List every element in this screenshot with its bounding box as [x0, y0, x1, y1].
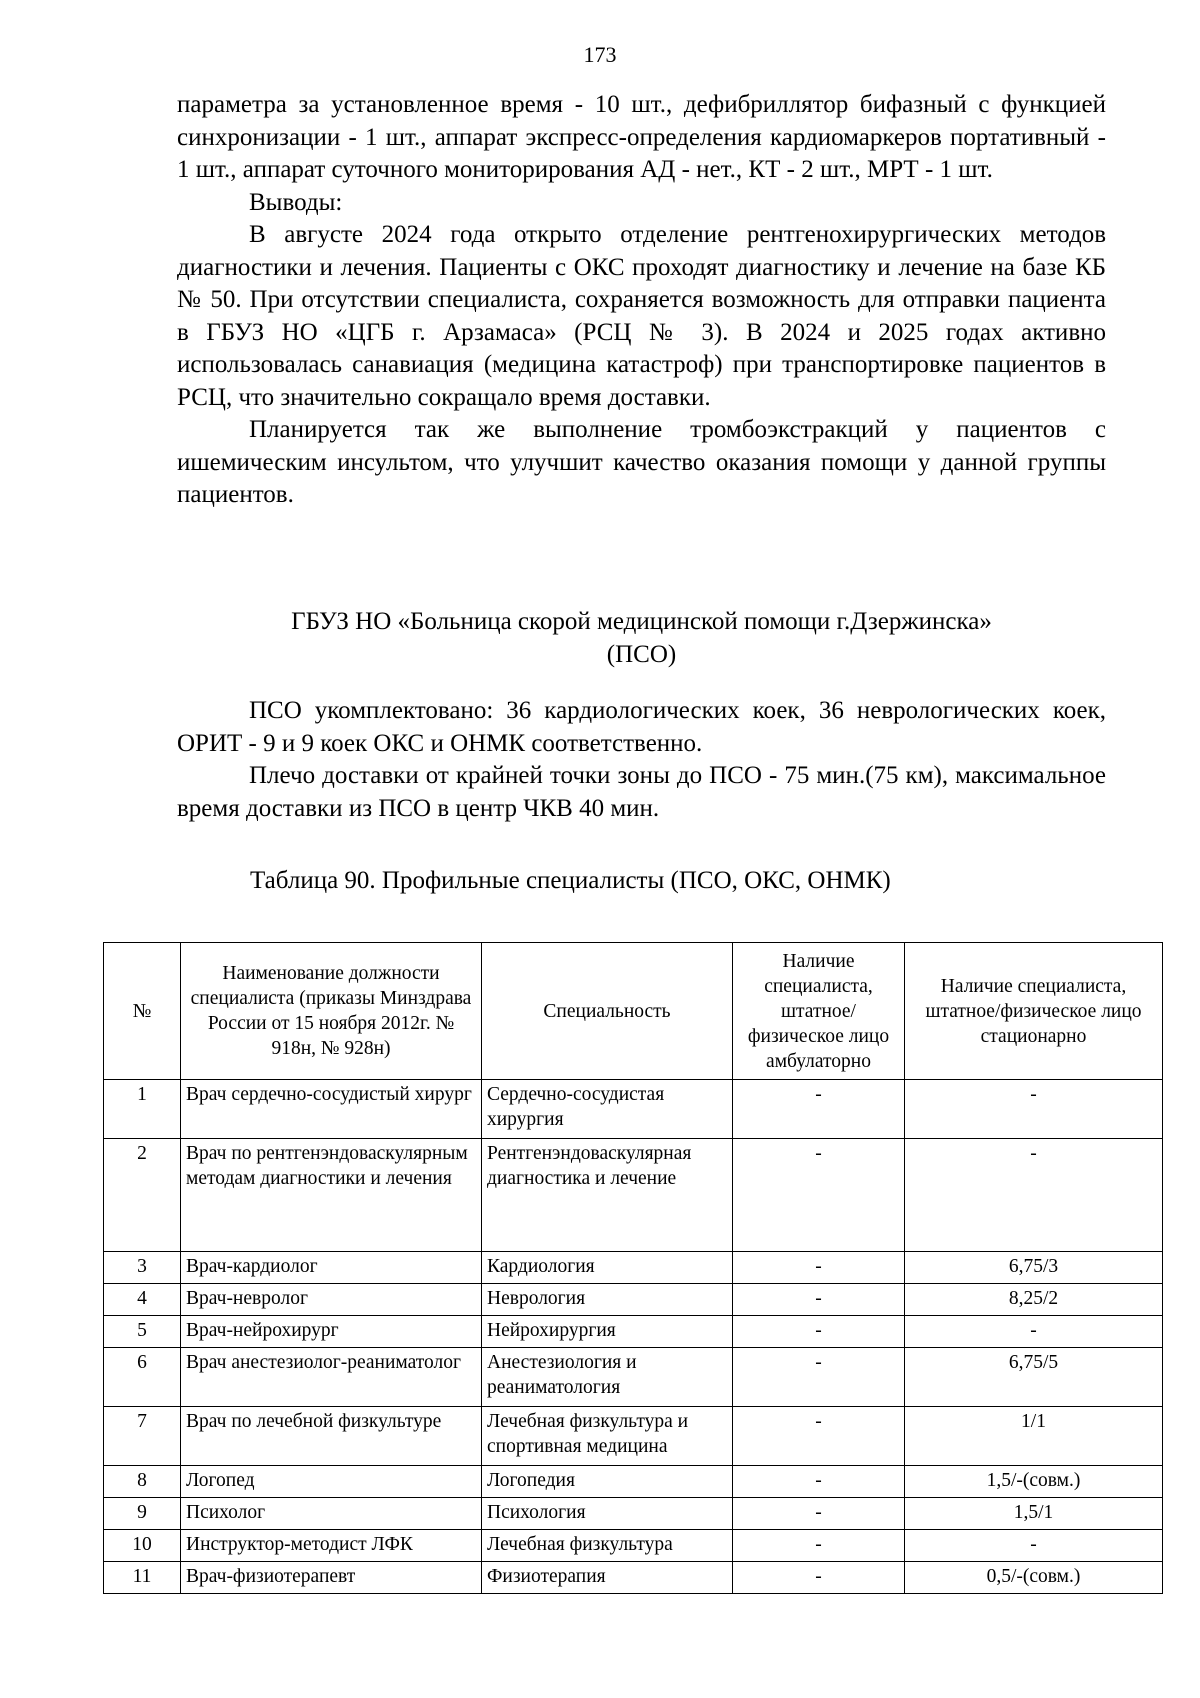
- row-position: Психолог: [181, 1498, 482, 1530]
- row-outpatient: -: [733, 1080, 905, 1139]
- row-position: Врач-физиотерапевт: [181, 1562, 482, 1594]
- table-row: [104, 1530, 1163, 1562]
- row-position: Врач-невролог: [181, 1284, 482, 1316]
- row-position: Врач по лечебной физкультуре: [181, 1407, 482, 1466]
- row-specialty: Лечебная физкультура: [482, 1530, 733, 1562]
- row-specialty: Физиотерапия: [482, 1562, 733, 1594]
- row-specialty: Лечебная физкультура и спортивная медицина: [482, 1407, 733, 1466]
- section-title: ГБУЗ НО «Больница скорой медицинской помощи г.Дзержинска»: [291, 608, 992, 635]
- row-inpatient: -: [905, 1139, 1163, 1252]
- row-outpatient: -: [733, 1139, 905, 1252]
- row-outpatient: -: [733, 1498, 905, 1530]
- conclusions-paragraph: В августе 2024 года открыто отделение рентгенохирургических методов диагностики и лечения. Пациенты с ОКС проходят диагностику и лечение на базе КБ № 50. При отсутствии специалиста, сохраняется возможность для отправки пациента в ГБУЗ НО «ЦГБ г. Арзамаса» (РСЦ № 3). В 2024 и 2025 годах активно использовалась санавиация (медицина катастроф) при транспортировке пациентов в РСЦ, что значительно сокращало время доставки.: [177, 221, 1106, 411]
- header-outpatient: Наличие специалиста, штатное/физическое лицо амбулаторно: [733, 943, 905, 1080]
- row-outpatient: -: [733, 1562, 905, 1594]
- table-row: [104, 1562, 1163, 1594]
- row-outpatient: -: [733, 1530, 905, 1562]
- row-number: 7: [104, 1407, 181, 1466]
- table-row: [104, 1139, 1163, 1252]
- row-position: Врач анестезиолог-реаниматолог: [181, 1348, 482, 1407]
- row-position: Врач сердечно-сосудистый хирург: [181, 1080, 482, 1139]
- section-heading: [177, 605, 1106, 671]
- row-specialty: Неврология: [482, 1284, 733, 1316]
- row-outpatient: -: [733, 1466, 905, 1498]
- table-row: [104, 1466, 1163, 1498]
- row-number: 2: [104, 1139, 181, 1252]
- intro-text: [177, 89, 1106, 512]
- row-inpatient: -: [905, 1316, 1163, 1348]
- row-position: Врач-нейрохирург: [181, 1316, 482, 1348]
- section-subtitle: (ПСО): [606, 641, 677, 668]
- section-text: [177, 695, 1106, 825]
- delivery-paragraph: Плечо доставки от крайней точки зоны до ПСО - 75 мин.(75 км), максимальное время доставки из ПСО в центр ЧКВ 40 мин.: [177, 762, 1106, 822]
- row-specialty: Логопедия: [482, 1466, 733, 1498]
- header-inpatient: Наличие специалиста, штатное/физическое лицо стационарно: [905, 943, 1163, 1080]
- row-specialty: Нейрохирургия: [482, 1316, 733, 1348]
- table-row: [104, 1284, 1163, 1316]
- row-outpatient: -: [733, 1407, 905, 1466]
- header-specialty: Специальность: [482, 943, 733, 1080]
- row-specialty: Рентгенэндоваскулярная диагностика и лечение: [482, 1139, 733, 1252]
- row-inpatient: 0,5/-(совм.): [905, 1562, 1163, 1594]
- table-row: [104, 1348, 1163, 1407]
- table-row: [104, 1080, 1163, 1139]
- row-number: 11: [104, 1562, 181, 1594]
- row-specialty: Анестезиология и реаниматология: [482, 1348, 733, 1407]
- conclusions-label: Выводы:: [249, 188, 343, 216]
- row-inpatient: 6,75/5: [905, 1348, 1163, 1407]
- row-position: Инструктор-методист ЛФК: [181, 1530, 482, 1562]
- table-row: [104, 1407, 1163, 1466]
- row-specialty: Психология: [482, 1498, 733, 1530]
- row-number: 3: [104, 1252, 181, 1284]
- row-inpatient: 1,5/-(совм.): [905, 1466, 1163, 1498]
- row-inpatient: -: [905, 1530, 1163, 1562]
- row-specialty: Сердечно-сосудистая хирургия: [482, 1080, 733, 1139]
- row-inpatient: -: [905, 1080, 1163, 1139]
- equipment-paragraph: параметра за установленное время - 10 шт., дефибриллятор бифазный с функцией синхронизации - 1 шт., аппарат экспресс-определения кардиомаркеров портативный - 1 шт., аппарат суточного мониторирования АД - нет., КТ - 2 шт., МРТ - 1 шт.: [177, 91, 1106, 183]
- row-outpatient: -: [733, 1284, 905, 1316]
- beds-paragraph: ПСО укомплектовано: 36 кардиологических коек, 36 неврологических коек, ОРИТ - 9 и 9 коек ОКС и ОНМК соответственно.: [177, 697, 1106, 757]
- table-header-row: [104, 943, 1163, 1080]
- row-outpatient: -: [733, 1252, 905, 1284]
- row-number: 10: [104, 1530, 181, 1562]
- row-number: 9: [104, 1498, 181, 1530]
- row-inpatient: 6,75/3: [905, 1252, 1163, 1284]
- row-inpatient: 1/1: [905, 1407, 1163, 1466]
- plan-paragraph: Планируется так же выполнение тромбоэкстракций у пациентов с ишемическим инсультом, что улучшит качество оказания помощи у данной группы пациентов.: [177, 416, 1106, 508]
- header-number: №: [104, 943, 181, 1080]
- row-number: 4: [104, 1284, 181, 1316]
- specialists-table: [103, 942, 1163, 1594]
- row-position: Врач-кардиолог: [181, 1252, 482, 1284]
- row-number: 6: [104, 1348, 181, 1407]
- row-number: 8: [104, 1466, 181, 1498]
- table-row: [104, 1316, 1163, 1348]
- header-position: Наименование должности специалиста (приказы Минздрава России от 15 ноября 2012г. № 918н, № 928н): [181, 943, 482, 1080]
- row-number: 5: [104, 1316, 181, 1348]
- row-position: Врач по рентгенэндоваскулярным методам диагностики и лечения: [181, 1139, 482, 1252]
- row-position: Логопед: [181, 1466, 482, 1498]
- row-number: 1: [104, 1080, 181, 1139]
- table-row: [104, 1252, 1163, 1284]
- row-inpatient: 8,25/2: [905, 1284, 1163, 1316]
- row-outpatient: -: [733, 1348, 905, 1407]
- page-number: 173: [583, 42, 617, 67]
- table-caption: Таблица 90. Профильные специалисты (ПСО, ОКС, ОНМК): [250, 867, 891, 894]
- row-outpatient: -: [733, 1316, 905, 1348]
- table-row: [104, 1498, 1163, 1530]
- row-specialty: Кардиология: [482, 1252, 733, 1284]
- row-inpatient: 1,5/1: [905, 1498, 1163, 1530]
